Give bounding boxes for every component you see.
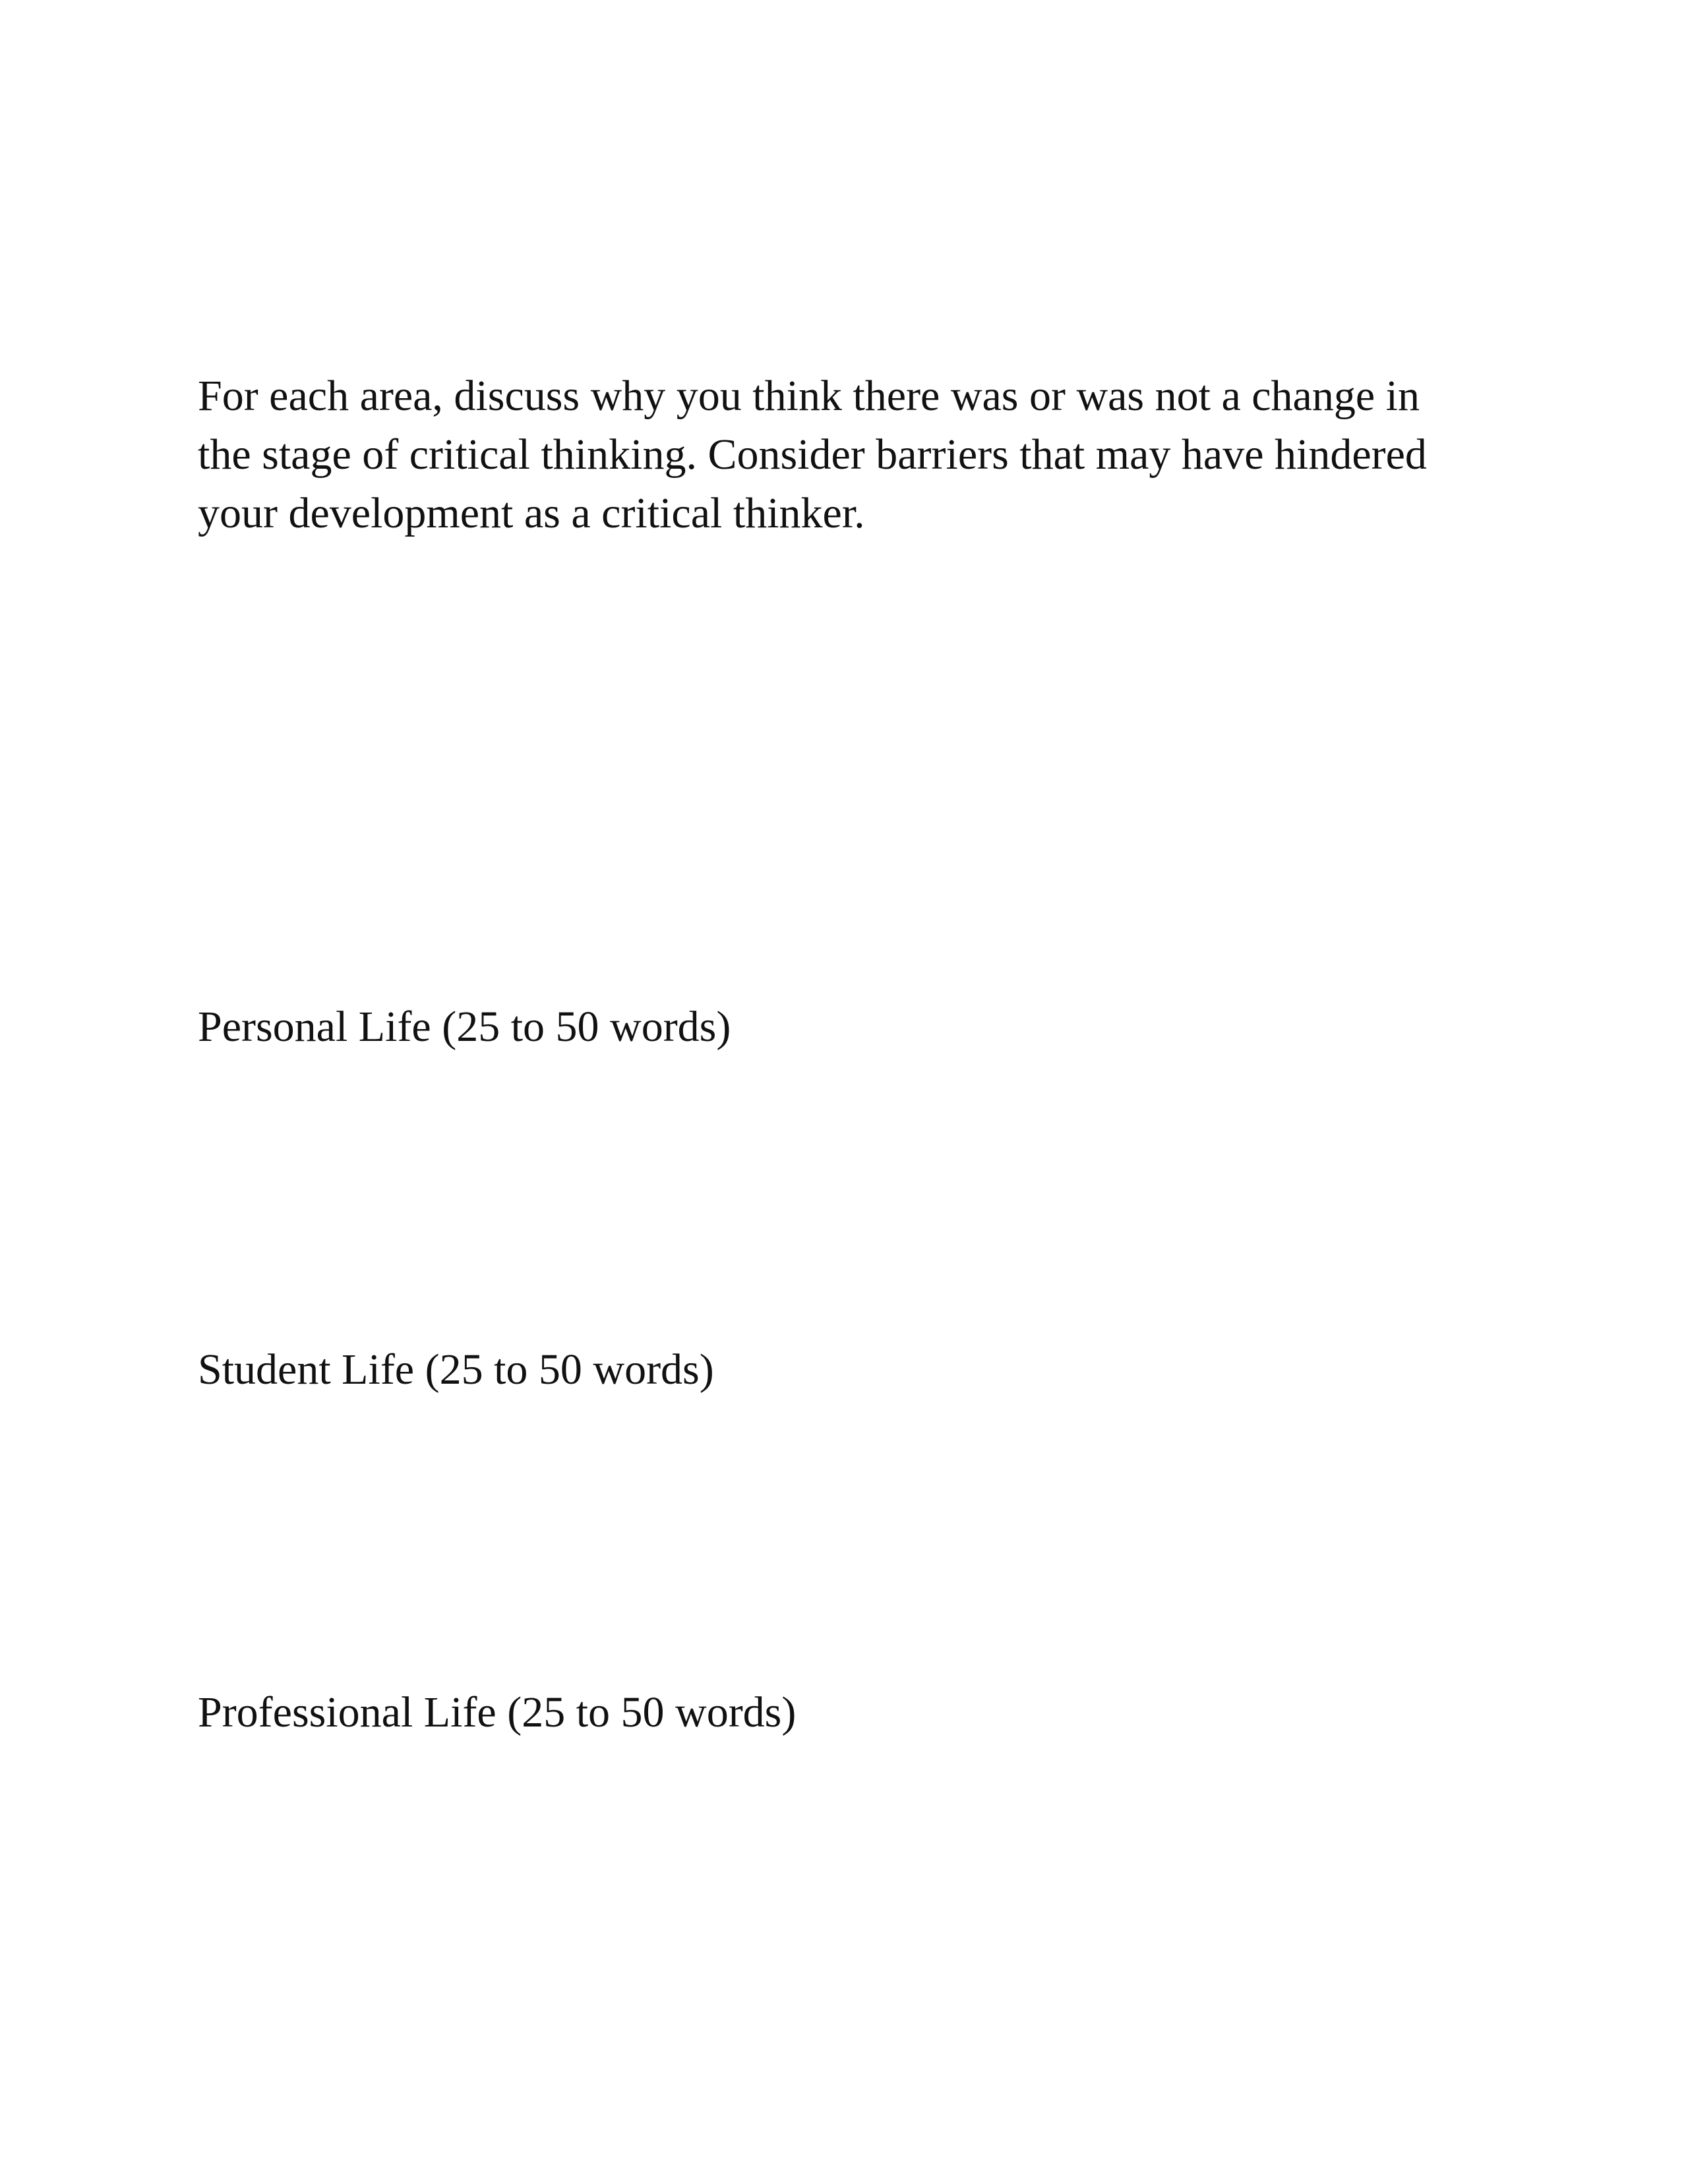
instructions-line: your development as a critical thinker. <box>198 489 865 537</box>
instructions-paragraph <box>198 367 1517 543</box>
instructions-line: the stage of critical thinking. Consider barriers that may have hindered <box>198 430 1427 479</box>
section-heading-student-life: Student Life (25 to 50 words) <box>198 1345 714 1394</box>
section-heading-personal-life: Personal Life (25 to 50 words) <box>198 1003 731 1051</box>
instructions-line: For each area, discuss why you think there was or was not a change in <box>198 372 1420 420</box>
section-heading-professional-life: Professional Life (25 to 50 words) <box>198 1688 797 1736</box>
